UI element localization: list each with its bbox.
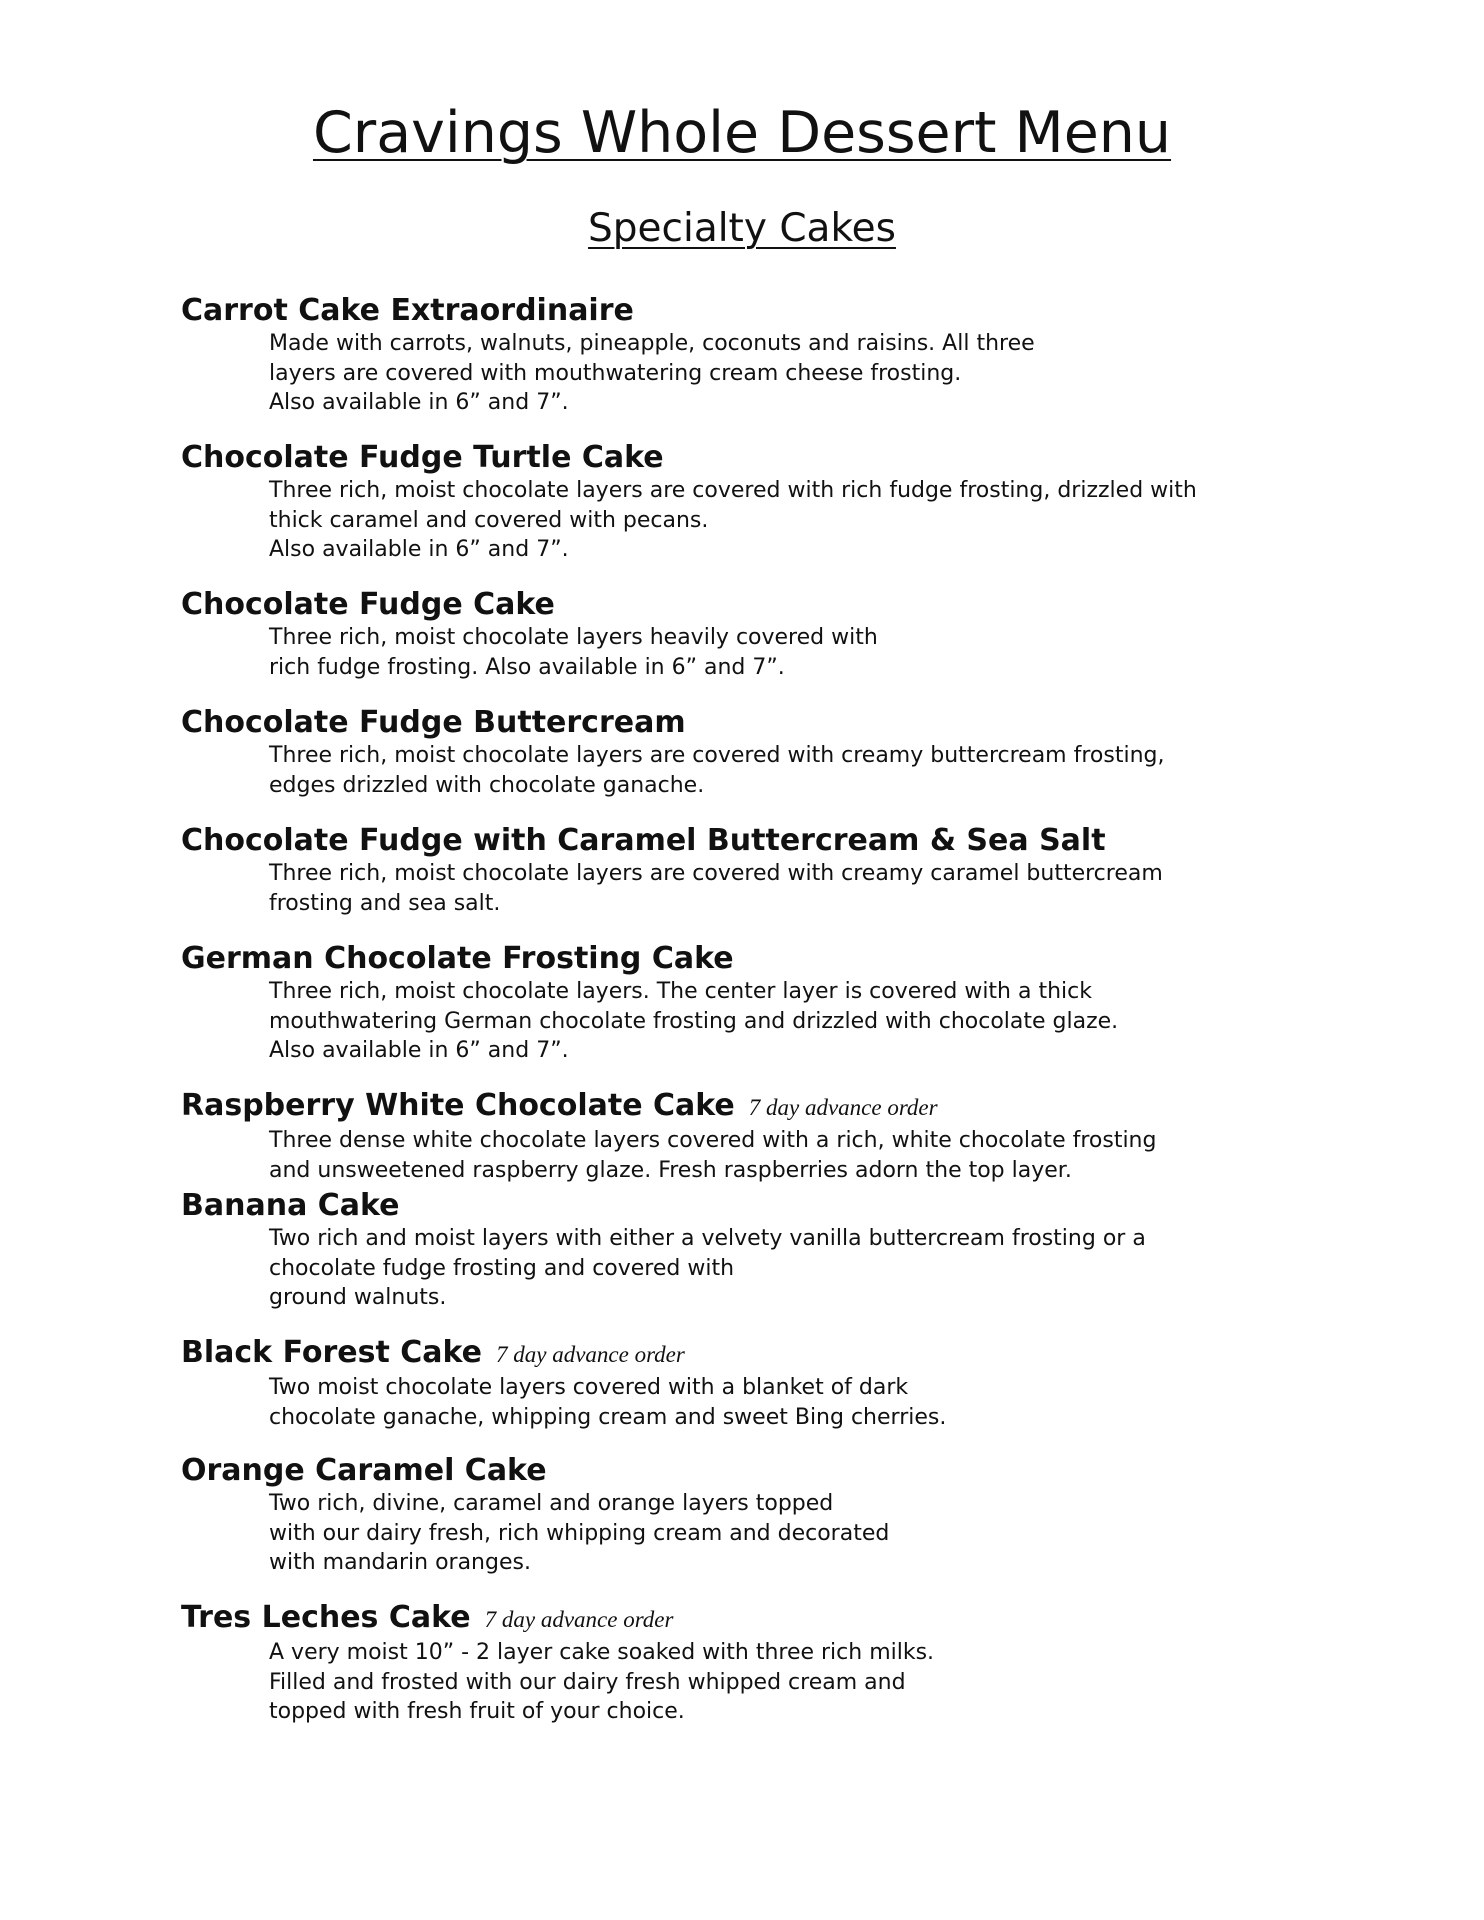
item-name-text: Chocolate Fudge Cake <box>181 587 555 622</box>
menu-item <box>181 823 1281 918</box>
description-line: with our dairy fresh, rich whipping cream and decorated <box>269 1520 890 1546</box>
item-name <box>181 1088 1281 1126</box>
item-description <box>269 1373 1281 1432</box>
item-description <box>269 859 1281 918</box>
item-name-text: Banana Cake <box>181 1188 400 1223</box>
menu-item <box>181 587 1281 682</box>
item-description <box>269 623 1281 682</box>
item-name-text: German Chocolate Frosting Cake <box>181 941 734 976</box>
description-line: Three rich, moist chocolate layers are covered with creamy buttercream frosting, <box>269 743 1165 768</box>
section-title: Specialty Cakes <box>588 206 896 251</box>
item-description <box>269 1224 1281 1313</box>
description-line: mouthwatering German chocolate frosting and drizzled with chocolate glaze. <box>269 1008 1119 1034</box>
description-line: Also available in 6” and 7”. <box>269 390 569 416</box>
item-name <box>181 705 1281 741</box>
menu-item <box>181 705 1281 800</box>
description-line: chocolate fudge frosting and covered with <box>269 1255 735 1281</box>
item-description <box>269 1489 1281 1578</box>
item-name <box>181 1600 1281 1638</box>
menu-item <box>181 1335 1281 1432</box>
menu-item <box>181 1188 1281 1313</box>
description-line: frosting and sea salt. <box>269 890 501 916</box>
description-line: Three rich, moist chocolate layers are covered with creamy caramel buttercream <box>269 861 1163 886</box>
description-line: chocolate ganache, whipping cream and sweet Bing cherries. <box>269 1404 947 1430</box>
item-name <box>181 941 1281 977</box>
advance-order-note: 7 day advance order <box>748 1095 938 1120</box>
description-line: Two moist chocolate layers covered with a blanket of dark <box>269 1375 909 1400</box>
description-line: Filled and frosted with our dairy fresh whipped cream and <box>269 1669 906 1695</box>
menu-item <box>181 1600 1281 1727</box>
description-line: Three rich, moist chocolate layers heavily covered with <box>269 625 878 650</box>
menu-item <box>181 941 1281 1066</box>
page-title: Cravings Whole Dessert Menu <box>312 100 1172 166</box>
description-line: ground walnuts. <box>269 1285 447 1311</box>
description-line: layers are covered with mouthwatering cream cheese frosting. <box>269 360 962 386</box>
description-line: Two rich, divine, caramel and orange layers topped <box>269 1491 834 1516</box>
item-description <box>269 977 1281 1066</box>
item-name-text: Orange Caramel Cake <box>181 1453 547 1488</box>
description-line: A very moist 10” - 2 layer cake soaked with three rich milks. <box>269 1640 935 1665</box>
item-name-text: Carrot Cake Extraordinaire <box>181 293 634 328</box>
menu-item <box>181 440 1281 565</box>
description-line: Also available in 6” and 7”. <box>269 1038 569 1064</box>
item-name-text: Chocolate Fudge with Caramel Buttercream & Sea Salt <box>181 823 1106 858</box>
menu-item <box>181 1088 1281 1185</box>
description-line: with mandarin oranges. <box>269 1550 531 1576</box>
item-name-text: Tres Leches Cake <box>181 1600 471 1635</box>
description-line: Three dense white chocolate layers covered with a rich, white chocolate frosting <box>269 1128 1157 1153</box>
menu-item <box>181 293 1281 418</box>
item-name-text: Chocolate Fudge Turtle Cake <box>181 440 664 475</box>
item-name <box>181 440 1281 476</box>
item-description <box>269 741 1281 800</box>
item-description <box>269 329 1281 418</box>
item-name <box>181 1335 1281 1373</box>
item-name-text: Chocolate Fudge Buttercream <box>181 705 686 740</box>
item-description <box>269 1638 1281 1727</box>
item-name-text: Raspberry White Chocolate Cake <box>181 1088 735 1123</box>
advance-order-note: 7 day advance order <box>484 1607 674 1632</box>
item-description <box>269 1126 1281 1185</box>
description-line: Three rich, moist chocolate layers are covered with rich fudge frosting, drizzled with <box>269 478 1197 503</box>
item-name <box>181 1453 1281 1489</box>
description-line: thick caramel and covered with pecans. <box>269 507 709 533</box>
description-line: rich fudge frosting. Also available in 6” and 7”. <box>269 654 785 680</box>
description-line: Also available in 6” and 7”. <box>269 537 569 563</box>
description-line: edges drizzled with chocolate ganache. <box>269 772 705 798</box>
item-name <box>181 1188 1281 1224</box>
item-name <box>181 293 1281 329</box>
advance-order-note: 7 day advance order <box>496 1342 685 1367</box>
item-description <box>269 476 1281 565</box>
description-line: and unsweetened raspberry glaze. Fresh raspberries adorn the top layer. <box>269 1157 1072 1183</box>
item-name <box>181 823 1281 859</box>
description-line: Made with carrots, walnuts, pineapple, coconuts and raisins. All three <box>269 331 1035 356</box>
item-name-text: Black Forest Cake <box>181 1335 482 1370</box>
description-line: Three rich, moist chocolate layers. The center layer is covered with a thick <box>269 979 1092 1004</box>
description-line: Two rich and moist layers with either a velvety vanilla buttercream frosting or a <box>269 1226 1146 1251</box>
item-name <box>181 587 1281 623</box>
menu-item <box>181 1453 1281 1578</box>
description-line: topped with fresh fruit of your choice. <box>269 1699 685 1725</box>
